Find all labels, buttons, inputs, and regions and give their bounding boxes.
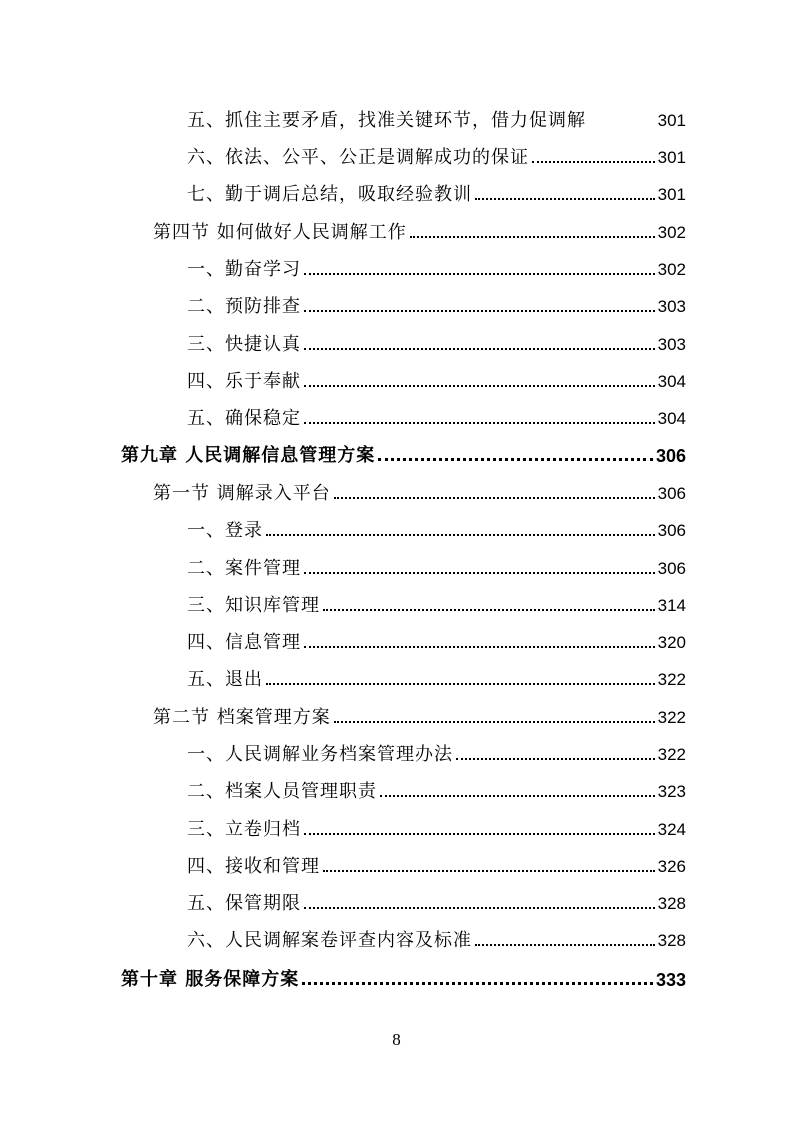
toc-entry-label: 二、案件管理 bbox=[187, 558, 301, 579]
toc-entry-page: 306 bbox=[655, 446, 686, 466]
toc-entry-page: 301 bbox=[657, 148, 686, 167]
toc-entry-label: 第二节 档案管理方案 bbox=[153, 707, 331, 728]
toc-leader bbox=[456, 758, 655, 760]
toc-leader bbox=[266, 683, 655, 685]
toc-leader bbox=[304, 310, 655, 312]
toc-entry-page: 302 bbox=[657, 223, 686, 242]
toc-leader bbox=[378, 458, 653, 461]
toc-entry-label: 一、登录 bbox=[187, 520, 263, 541]
toc-entry-label: 三、快捷认真 bbox=[187, 334, 301, 355]
toc-leader bbox=[304, 385, 655, 387]
toc-entry-page: 303 bbox=[657, 335, 686, 354]
toc-section-entry[interactable] bbox=[153, 215, 686, 245]
toc-leader bbox=[380, 795, 655, 797]
toc-entry[interactable] bbox=[187, 923, 686, 953]
toc-entry-page: 326 bbox=[657, 857, 686, 876]
toc-leader bbox=[323, 609, 655, 611]
toc-entry-label: 第四节 如何做好人民调解工作 bbox=[153, 222, 407, 243]
toc-entry-page: 333 bbox=[655, 970, 686, 990]
toc-entry-page: 303 bbox=[657, 297, 686, 316]
toc-entry[interactable] bbox=[187, 812, 686, 842]
toc-entry-label: 六、依法、公平、公正是调解成功的保证 bbox=[187, 147, 529, 168]
toc-entry-page: 328 bbox=[657, 931, 686, 950]
toc-entry-label: 四、乐于奉献 bbox=[187, 371, 301, 392]
toc-entry-page: 306 bbox=[657, 484, 686, 503]
toc-entry[interactable] bbox=[187, 103, 686, 133]
toc-entry-label: 四、接收和管理 bbox=[187, 856, 320, 877]
toc-entry-page: 320 bbox=[657, 633, 686, 652]
toc-entry-label: 五、保管期限 bbox=[187, 893, 301, 914]
toc-entry-label: 五、抓住主要矛盾，找准关键环节，借力促调解 bbox=[187, 110, 586, 131]
toc-entry-page: 323 bbox=[657, 782, 686, 801]
toc-entry[interactable] bbox=[187, 737, 686, 767]
toc-entry[interactable] bbox=[187, 177, 686, 207]
toc-chapter-entry[interactable] bbox=[121, 438, 686, 468]
toc-entry-label: 一、人民调解业务档案管理办法 bbox=[187, 744, 453, 765]
toc-entry-label: 六、人民调解案卷评查内容及标准 bbox=[187, 930, 472, 951]
toc-entry[interactable] bbox=[187, 849, 686, 879]
toc-entry-page: 314 bbox=[657, 596, 686, 615]
toc-section-entry[interactable] bbox=[153, 700, 686, 730]
toc-entry[interactable] bbox=[187, 289, 686, 319]
toc-leader bbox=[304, 422, 655, 424]
toc-entry-label: 七、勤于调后总结，吸取经验教训 bbox=[187, 184, 472, 205]
toc-entry-label: 第九章 人民调解信息管理方案 bbox=[121, 445, 376, 466]
toc-entry-label: 三、立卷归档 bbox=[187, 819, 301, 840]
toc-entry[interactable] bbox=[187, 662, 686, 692]
toc-entry-page: 322 bbox=[657, 670, 686, 689]
toc-leader bbox=[304, 572, 655, 574]
page-number: 8 bbox=[392, 1030, 401, 1049]
toc-entry[interactable] bbox=[187, 327, 686, 357]
toc-entry-page: 322 bbox=[657, 745, 686, 764]
toc-entry-label: 一、勤奋学习 bbox=[187, 259, 301, 280]
toc-leader bbox=[266, 534, 655, 536]
toc-leader bbox=[304, 833, 655, 835]
toc-entry-page: 322 bbox=[657, 708, 686, 727]
toc-entry-page: 301 bbox=[657, 185, 686, 204]
toc-entry-page: 302 bbox=[657, 260, 686, 279]
toc-leader bbox=[334, 721, 655, 723]
toc-entry-label: 五、确保稳定 bbox=[187, 408, 301, 429]
toc-entry-page: 304 bbox=[657, 409, 686, 428]
toc-entry-label: 二、档案人员管理职责 bbox=[187, 781, 377, 802]
toc-leader bbox=[532, 161, 655, 163]
toc-entry-page: 328 bbox=[657, 894, 686, 913]
toc-leader bbox=[304, 907, 655, 909]
toc-entry-page: 306 bbox=[657, 559, 686, 578]
toc-leader bbox=[304, 348, 655, 350]
toc-entry[interactable] bbox=[187, 252, 686, 282]
toc-leader bbox=[410, 236, 655, 238]
toc-entry[interactable] bbox=[187, 513, 686, 543]
toc-leader bbox=[302, 982, 653, 985]
toc-leader bbox=[304, 646, 655, 648]
toc-entry-page: 324 bbox=[657, 820, 686, 839]
toc-leader bbox=[475, 198, 655, 200]
toc-entry[interactable] bbox=[187, 364, 686, 394]
toc-section-entry[interactable] bbox=[153, 476, 686, 506]
toc-leader bbox=[323, 870, 655, 872]
toc-entry-label: 五、退出 bbox=[187, 669, 263, 690]
toc-entry-label: 四、信息管理 bbox=[187, 632, 301, 653]
toc-entry-label: 二、预防排查 bbox=[187, 296, 301, 317]
toc-leader bbox=[304, 273, 655, 275]
toc-chapter-entry[interactable] bbox=[121, 962, 686, 992]
toc-entry-label: 第十章 服务保障方案 bbox=[121, 969, 300, 990]
toc-entry-page: 301 bbox=[657, 111, 686, 130]
toc-entry[interactable] bbox=[187, 625, 686, 655]
toc-entry[interactable] bbox=[187, 588, 686, 618]
toc-entry-label: 三、知识库管理 bbox=[187, 595, 320, 616]
toc-entry[interactable] bbox=[187, 886, 686, 916]
toc-leader bbox=[475, 944, 655, 946]
toc-entry[interactable] bbox=[187, 401, 686, 431]
toc-leader bbox=[334, 497, 655, 499]
toc-entry[interactable] bbox=[187, 140, 686, 170]
toc-entry[interactable] bbox=[187, 551, 686, 581]
toc-entry-page: 306 bbox=[657, 521, 686, 540]
toc-entry[interactable] bbox=[187, 774, 686, 804]
toc-entry-label: 第一节 调解录入平台 bbox=[153, 483, 331, 504]
toc-entry-page: 304 bbox=[657, 372, 686, 391]
